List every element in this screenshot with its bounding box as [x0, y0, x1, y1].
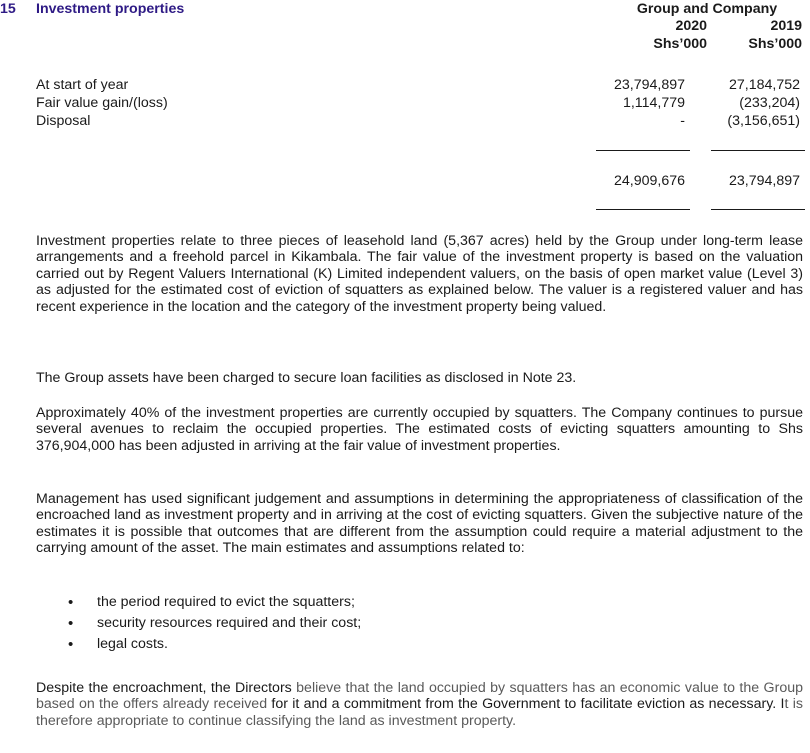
encroachment-text-4: t is therefore appropriate to continue classifying the land as investment property. — [36, 696, 803, 729]
total-rule-2019 — [711, 209, 805, 210]
row-value-2019: 27,184,752 — [728, 77, 800, 93]
list-item: • legal costs. — [68, 634, 361, 655]
total-value-2020: 24,909,676 — [613, 173, 685, 189]
total-rule-2020 — [596, 209, 690, 210]
row-value-2020: 1,114,779 — [622, 95, 685, 111]
list-item: • security resources required and their cost; — [68, 613, 361, 634]
subtotal-rule-2019 — [711, 150, 805, 151]
row-value-2019: (3,156,651) — [727, 113, 800, 129]
encroachment-text-1: Despite the encroachment, the Directors — [36, 680, 297, 696]
encroachment-text-2: believe that the land occupied by squatters has an economic value to the Group based on the offers already received — [36, 680, 803, 713]
note-number: 15 — [0, 1, 16, 17]
row-label-fair-value: Fair value gain/(loss) — [36, 95, 168, 111]
total-value-2019: 23,794,897 — [728, 173, 800, 189]
row-value-2020: - — [680, 113, 685, 129]
note-title: Investment properties — [36, 1, 185, 17]
list-item: • the period required to evict the squatters; — [68, 592, 361, 613]
assumptions-list — [68, 592, 361, 655]
paragraph-squatters: Approximately 40% of the investment properties are currently occupied by squatters. The Company continues to pursue several avenues to reclaim the occupied properties. The estimated costs of evicting squatters amounting to Shs 376,904,000 has been adjusted in arriving at the fair value of investment properties. — [36, 405, 803, 454]
paragraph-valuation: Investment properties relate to three pieces of leasehold land (5,367 acres) held by the Group under long-term lease arrangements and a freehold parcel in Kikambala. The fair value of the investment property is based on the valuation carried out by Regent Valuers International (K) Limited independent valuers, on the basis of open market value (Level 3) as adjusted for the estimated cost of eviction of squatters as explained below. The valuer is a registered valuer and has recent experience in the location and the category of the investment property being valued. — [36, 233, 803, 315]
encroachment-text-3: for it and a commitment from the Government to facilitate eviction as necessary. I — [271, 696, 785, 713]
subtotal-rule-2020 — [596, 150, 690, 151]
paragraph-charged-assets: The Group assets have been charged to secure loan facilities as disclosed in Note 23. — [36, 370, 577, 386]
unit-heading-2020: Shs’000 — [653, 36, 707, 52]
year-heading-2019: 2019 — [770, 18, 802, 34]
row-value-2020: 23,794,897 — [613, 77, 685, 93]
year-heading-2020: 2020 — [675, 18, 707, 34]
unit-heading-2019: Shs’000 — [748, 36, 802, 52]
paragraph-judgement: Management has used significant judgement and assumptions in determining the appropriateness of classification of the encroached land as investment property and in arriving at the cost of evicting squatters. Given the subjective nature of the estimates it is possible that outcomes that are different from the assumption could require a material adjustment to the carrying amount of the asset. The main estimates and assumptions related to: — [36, 491, 803, 557]
row-value-2019: (233,204) — [739, 95, 800, 111]
row-label-disposal: Disposal — [36, 113, 91, 129]
row-label-start-of-year: At start of year — [36, 77, 129, 93]
paragraph-encroachment — [36, 680, 803, 729]
column-group-heading: Group and Company — [636, 1, 778, 17]
